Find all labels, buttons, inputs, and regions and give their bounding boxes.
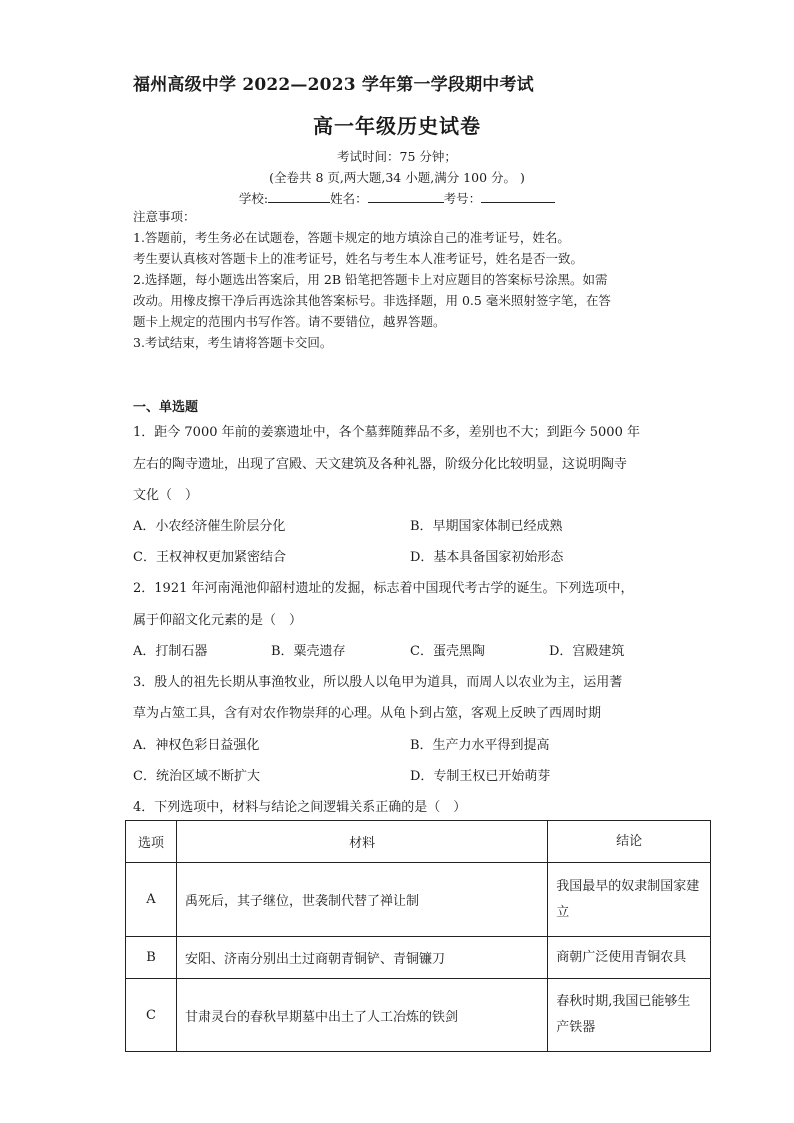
- name-blank[interactable]: [368, 189, 444, 203]
- q1-line: 1．距今 7000 年前的姜寨遗址中，各个墓葬随葬品不多，差别也不大；到距今 5000 年: [133, 425, 640, 440]
- q3-line: 3．殷人的祖先长期从事渔牧业，所以殷人以龟甲为道具，而周人以农业为主，运用蓍: [133, 675, 623, 690]
- q3-option-b[interactable]: B．生产力水平得到提高: [410, 738, 550, 753]
- exam-no-blank[interactable]: [481, 189, 555, 203]
- q2-option-d[interactable]: D．宫殿建筑: [549, 644, 625, 659]
- notes-line: 3.考试结束，考生请将答题卡交回。: [133, 335, 333, 350]
- row-conclusion: 我国最早的奴隶制国家建立: [548, 863, 711, 937]
- table-row: [126, 937, 711, 979]
- school-label: 学校:: [238, 191, 269, 206]
- name-label: 姓名：: [330, 191, 368, 206]
- q2-line: 2．1921 年河南渑池仰韶村遗址的发掘，标志着中国现代考古学的诞生。下列选项中，: [133, 581, 634, 596]
- notes-line: 2.选择题，每小题选出答案后，用 2B 铅笔把答题卡上对应题目的答案标号涂黑。如需: [133, 272, 608, 287]
- notes-line: 改动。用橡皮擦干净后再选涂其他答案标号。非选择题，用 0.5 毫米照射签字笔，在答: [133, 293, 611, 308]
- exam-info: (全卷共 8 页,两大题,34 小题,满分 100 分。 ): [269, 170, 525, 185]
- notes: [133, 206, 611, 353]
- exam-time: 考试时间：75 分钟；: [337, 149, 457, 164]
- school-exam-line: 福州高级中学 2022—2023 学年第一学段期中考试: [133, 75, 534, 95]
- notes-line: 1.答题前，考生务必在试题卷，答题卡规定的地方填涂自己的准考证号，姓名。: [133, 230, 570, 245]
- notes-heading: 注意事项：: [133, 209, 196, 224]
- row-option: A: [126, 863, 177, 937]
- header-option: 选项: [126, 821, 177, 863]
- exam-no-label: 考号：: [443, 191, 482, 206]
- q3-line: 草为占筮工具，含有对农作物崇拜的心理。从龟卜到占筮，客观上反映了西周时期: [133, 706, 602, 721]
- table-row: [126, 863, 711, 937]
- school-blank[interactable]: [268, 189, 330, 203]
- notes-line: 考生要认真核对答题卡上的准考证号，姓名与考生本人准考证号，姓名是否一致。: [133, 251, 584, 266]
- table-row: [126, 979, 711, 1052]
- q3-option-d[interactable]: D．专制王权已开始萌芽: [410, 769, 551, 784]
- student-info-line: [0, 189, 794, 207]
- row-conclusion: 商朝广泛使用青铜农具: [548, 937, 711, 979]
- notes-line: 题卡上规定的范围内书写作答。请不要错位，越界答题。: [133, 314, 446, 329]
- page-title: 高一年级历史试卷: [313, 114, 481, 138]
- q1-option-a[interactable]: A．小农经济催生阶层分化: [133, 519, 286, 534]
- q4-table: [125, 820, 711, 1052]
- row-option: B: [126, 937, 177, 979]
- q2-option-b[interactable]: B．粟壳遗存: [271, 644, 346, 659]
- q1-option-b[interactable]: B．早期国家体制已经成熟: [410, 519, 563, 534]
- q3-option-a[interactable]: A．神权色彩日益强化: [133, 738, 260, 753]
- row-material: 甘肃灵台的春秋早期墓中出土了人工冶炼的铁剑: [176, 979, 547, 1052]
- table-header-row: [126, 821, 711, 863]
- q2-option-a[interactable]: A．打制石器: [133, 644, 208, 659]
- row-option: C: [126, 979, 177, 1052]
- row-conclusion: 春秋时期,我国已能够生产铁器: [548, 979, 711, 1052]
- header-material: 材料: [176, 821, 547, 863]
- header-conclusion: 结论: [548, 821, 711, 863]
- q2-line: 属于仰韶文化元素的是（ ）: [133, 613, 303, 628]
- q1-line: 左右的陶寺遗址，出现了宫殿、天文建筑及各种礼器，阶级分化比较明显，这说明陶寺: [133, 457, 628, 472]
- q1-option-c[interactable]: C．王权神权更加紧密结合: [133, 550, 286, 565]
- section-title: 一、单选题: [133, 400, 199, 415]
- q1-line: 文化（ ）: [133, 488, 199, 503]
- row-material: 安阳、济南分别出土过商朝青铜铲、青铜镰刀: [176, 937, 547, 979]
- q1-option-d[interactable]: D．基本具备国家初始形态: [410, 550, 564, 565]
- q4-stem: 4．下列选项中，材料与结论之间逻辑关系正确的是（ ）: [133, 800, 467, 815]
- q2-option-c[interactable]: C．蛋壳黑陶: [410, 644, 485, 659]
- q3-option-c[interactable]: C．统治区域不断扩大: [133, 769, 260, 784]
- row-material: 禹死后，其子继位，世袭制代替了禅让制: [176, 863, 547, 937]
